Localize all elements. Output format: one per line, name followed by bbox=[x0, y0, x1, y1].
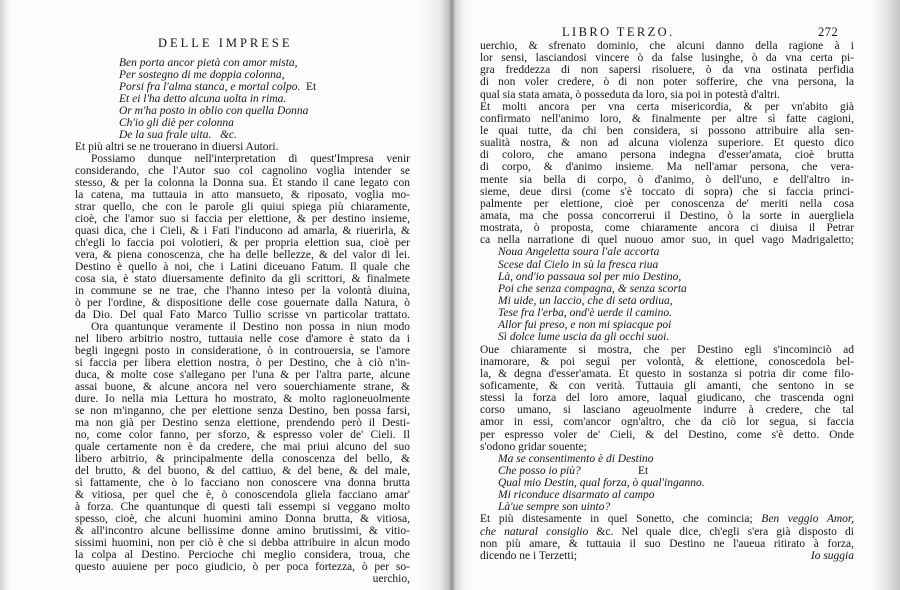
text-line: quasi dica, che i Cieli, & i Fati l'inducono ad amarla, & riuerirla, & bbox=[75, 225, 410, 237]
text-line bbox=[480, 526, 854, 538]
text-line: begli ingegni posto in consideratione, ò in controuersia, se l'amore bbox=[75, 345, 410, 357]
text-line: no, come color fanno, per sforzo, & espresso voler de' Cieli. Il bbox=[75, 429, 410, 441]
verse-line: Poi che senza compagna, & senza scorta bbox=[498, 282, 687, 295]
text-line: & all'incontro alcune bellissime donne amino brutissimi, & vitio- bbox=[75, 525, 410, 537]
page-edge-right bbox=[872, 0, 900, 590]
text-line: cosa sia, è stato diuersamente definito da gli scrittori, & finalmete bbox=[75, 273, 410, 285]
text-line: vera, & piena conoscenza, che ha delle bellezze, & del valor di lei. bbox=[75, 249, 410, 261]
text-line: libero arbitrio, & principalmente della conoscenza del bello, & bbox=[75, 453, 410, 465]
text-line: inamorare, & poi seguì per volontà, & elettione, conoscedola bel- bbox=[480, 355, 854, 368]
text-line: ma non già per Destino senza elettione, prendendo però il Desti- bbox=[75, 417, 410, 429]
text-line: ch'egli lo faccia poi volotieri, & per propria elettion sua, cioè per bbox=[75, 237, 410, 249]
text-line: assai buone, & alcune ancora nel vero souerchiamente strane, & bbox=[75, 381, 410, 393]
text-line bbox=[480, 513, 854, 525]
text-line: Possiamo dunque nell'interpretation di quest'Impresa venir bbox=[91, 153, 410, 165]
text-line: Destino è quello à noi, che i Latini diceuano Fatum. Il quale che bbox=[75, 261, 410, 273]
text-line: quale certamente non è da credere, che mai priui alcuno del suo bbox=[75, 441, 410, 453]
text-line: di non voler credere, ò di non poter sofferire, che vna persona, la bbox=[480, 76, 854, 89]
text-line: se non m'inganno, che per elettione senza Destino, ben possa farsi, bbox=[75, 405, 410, 417]
text-line: Et molti ancora per vna certa misericordia, & per vn'abito già bbox=[480, 100, 854, 113]
verse-line: Porsi fra l'alma stanca, e mortal colpo. bbox=[119, 81, 301, 93]
right-text-column bbox=[480, 40, 854, 562]
marginal-note: Et bbox=[306, 81, 317, 93]
verse-line: Che posso io più? bbox=[498, 464, 581, 477]
text-line: stessi la forza del loro amore, laqual giudicano, che trascenda ogni bbox=[480, 392, 854, 405]
verse-line: Là'ue sempre son uinto? bbox=[498, 501, 611, 514]
verse-line: Ma se consentimento è di Destino bbox=[498, 452, 654, 465]
page-edge-left bbox=[0, 0, 10, 590]
text-line: sissimi huomini, non per ciò è che si debba attribuire in alcun modo bbox=[75, 537, 410, 549]
verse-line: Sì dolce lume uscia da gli occhi suoi. bbox=[498, 331, 670, 344]
text-line: del brutto, & del buono, & del cattiuo, & del bene, & del male, bbox=[75, 465, 410, 477]
text-line: spesso, cioè, che alcuni huomini amino Donna brutta, & vitiosa, bbox=[75, 513, 410, 525]
verse-line: Qual mio Destin, qual forza, ò qual'inganno. bbox=[498, 477, 705, 490]
text-line: per espresso voler de' Cieli, & del Destino, come s'è detto. Onde bbox=[480, 428, 854, 441]
verse-line: De la sua frale uita. &c. bbox=[119, 129, 237, 141]
text-line: mostrata, ò proposta, come chiaramente ancora ci diuisa il Petrar bbox=[480, 222, 854, 235]
text-line: la colpa al Destino. Percioche chi meglio considera, troua, che bbox=[75, 549, 410, 561]
text-line: considerando, che l'Autor suo col cagnolino voglia intender se bbox=[75, 165, 410, 177]
text-span: &c. Nel quale dice, ch'egli s'era già disposto di bbox=[588, 525, 854, 538]
text-line: ca nella narratione di quel nuouo amor suo, in quel vago Madrigaletto; bbox=[480, 234, 854, 247]
verse-line: Allor fui preso, e non mi spiacque poi bbox=[498, 319, 672, 332]
text-line: stesso, & per la colonna la Donna sua. Et stando il cane legato con bbox=[75, 177, 410, 189]
text-line: soficamente, & con verità. Tuttauia gli amanti, che sentono in se bbox=[480, 379, 854, 392]
book-gutter bbox=[418, 0, 472, 590]
text-line: palmente per elettione, cioè per conoscenza de' meriti nella cosa bbox=[480, 197, 854, 210]
text-line: lor sensi, lasciandosi vincere ò da false lusinghe, ò da vna certa pi- bbox=[480, 52, 854, 65]
text-line: s'odono gridar souente; bbox=[480, 440, 587, 453]
text-line: non più amare, & tuttauia il suo Destino ne l'aueua ritirato à forza, bbox=[480, 537, 854, 550]
text-line: in commune se ne trae, che l'hanno inteso per la volontà diuina, bbox=[75, 285, 410, 297]
text-line: sualità nostra, & non ad alcuna violenza superiore. Et questo dico bbox=[480, 137, 854, 150]
marginal-note: Et bbox=[638, 465, 649, 477]
verse-line: Mi riconduce disarmato al campo bbox=[498, 489, 655, 502]
verse-line: Or m'ha posto in oblio con quella Donna bbox=[119, 105, 309, 117]
catchword: Io suggia bbox=[810, 550, 854, 562]
text-line: duca, & molte cose s'allegano per l'una & per l'altra parte, alcune bbox=[75, 369, 410, 381]
catchword: uerchio, bbox=[372, 573, 410, 585]
text-line: nel libero arbitrio nostro, tuttauia nelle cose d'amore è stato da i bbox=[75, 333, 410, 345]
text-line: mente sia bella di corpo, ò d'animo, ò dell'uno, e dell'altro in- bbox=[480, 173, 854, 186]
text-line: sieme, deue dirsi (come s'è toccato di sopra) che si faccia princi- bbox=[480, 185, 854, 198]
verse-line: Et ei l'ha detto alcuna uolta in rima. bbox=[119, 93, 287, 105]
text-line: di coloro, che amano persona indegna d'esser'amata, cioè brutta bbox=[480, 149, 854, 162]
text-line: cioè, che l'amor suo si faccia per elettione, & per destino insieme, bbox=[75, 213, 410, 225]
page-number: 272 bbox=[818, 25, 839, 39]
verse-line: Ben porta ancor pietà con amor mista, bbox=[119, 57, 298, 69]
text-line: da Dio. Del qual Fato Marco Tullio scrisse vn particolar trattato. bbox=[75, 309, 410, 321]
text-line: amor in essi, com'ancor ogn'altro, che da ciò lor segua, si faccia bbox=[480, 416, 854, 429]
italic-citation: Ben veggio Amor, bbox=[761, 513, 855, 526]
text-line: dicendo ne i Terzetti; bbox=[480, 549, 578, 562]
text-line: questo auuiene per poco giudicio, ò per poca fortezza, ò per so- bbox=[75, 561, 410, 573]
verse-line: Scese dal Cielo in sù la fresca riua bbox=[498, 258, 659, 271]
text-line: Oue chiaramente si mostra, che per Destino egli s'incominciò ad bbox=[480, 343, 854, 356]
text-line: le quai tutte, da chi ben considera, si possono attribuire alla sen- bbox=[480, 124, 854, 137]
text-line: di corpo, & d'animo insieme. Ma nell'amar persona, che vera- bbox=[480, 161, 854, 174]
verse-line: Ch'io gli diè per colonna bbox=[119, 117, 234, 129]
text-line: Et più altri se ne trouerano in diuersi Autori. bbox=[75, 141, 279, 153]
verse-line: Mi uide, un laccio, che di seta ordiua, bbox=[498, 294, 673, 307]
text-line: à forza. Che quantunque di questi tali essempi si veggano molto bbox=[75, 501, 410, 513]
running-head: DELLE IMPRESE bbox=[158, 36, 293, 50]
text-line: ò per l'ordine, & dispositione delle cose gouernate dalla Natura, ò bbox=[75, 297, 410, 309]
text-line: dure. Io nella mia Lettura ho mostrato, & molto ragioneuolmente bbox=[75, 393, 410, 405]
text-line: qual sia stata amata, ò posseduta da loro, sia poi in potestà d'altri. bbox=[480, 88, 781, 101]
verse-line: Là, ond'io passaua sol per mio Destino, bbox=[498, 270, 682, 283]
text-line: sì fattamente, che ò lo facciano non conoscere vna donna brutta bbox=[75, 477, 410, 489]
text-line: Ora quantunque veramente il Destino non possa in niun modo bbox=[91, 321, 410, 333]
text-line: uerchio, & sfrenato dominio, che alcuni danno della ragione à i bbox=[480, 40, 854, 52]
text-span: Et più distesamente in quel Sonetto, che comincia; bbox=[480, 513, 762, 526]
text-line: & vitiosa, per quel che è, ò conoscendola gliela facciano amar' bbox=[75, 489, 410, 501]
text-line: si faccia per libera elettion nostra, ò per Destino, che à ciò n'in- bbox=[75, 357, 410, 369]
italic-citation: che natural consiglio bbox=[480, 525, 589, 538]
text-line: corso umano, si lasciano ageuolmente indurre à credere, che tal bbox=[480, 404, 854, 417]
text-line: strar quello, che con le parole gli quiui spiega più chiaramente, bbox=[75, 201, 410, 213]
text-line: confirmato nell'animo loro, & finalmente per altre sì fatte cagioni, bbox=[480, 112, 854, 125]
verse-line: Per sostegno di me doppia colonna, bbox=[119, 69, 285, 81]
left-text-column bbox=[75, 57, 410, 573]
running-head: LIBRO TERZO. bbox=[562, 25, 675, 39]
text-line: gra freddezza di non sapersi risoluere, ò da vna ostinata perfidia bbox=[480, 64, 854, 77]
text-line: amata, ma che possa concorrerui il Destino, ò la sorte in auergliela bbox=[480, 209, 854, 222]
text-line: la, & degna d'esser'amata. Et questo in sostanza si potria dir come filo- bbox=[480, 367, 854, 380]
verse-line: Noua Angeletta soura l'ale accorta bbox=[498, 246, 660, 259]
text-line: la catena, ma tuttauia in atto mansueto, & riposato, voglia mo- bbox=[75, 189, 410, 201]
verse-line: Tese fra l'erba, ond'è uerde il camino. bbox=[498, 307, 672, 320]
